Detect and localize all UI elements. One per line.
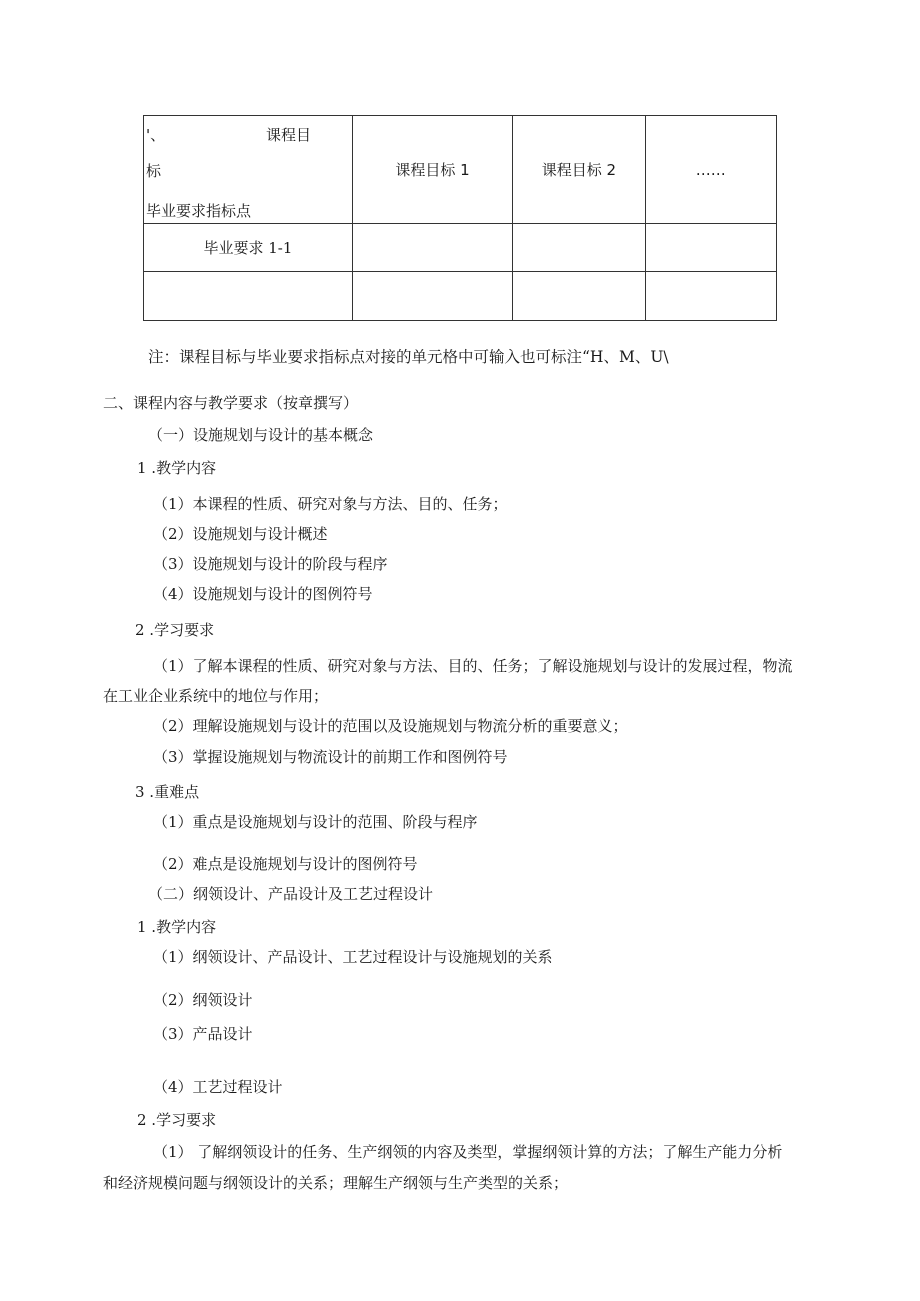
table-cell [645, 224, 776, 272]
table-note: 注：课程目标与毕业要求指标点对接的单元格中可输入也可标注“H、M、U\ [148, 348, 669, 366]
table-row [144, 272, 777, 321]
content-item: （1）本课程的性质、研究对象与方法、目的、任务； [153, 495, 508, 513]
table-cell [645, 272, 776, 321]
corner-goal-label-cont: 标 [146, 162, 162, 180]
corner-goal-label: 课程目 [266, 126, 312, 144]
requirement-item: （2）理解设施规划与设计的范围以及设施规划与物流分析的重要意义； [153, 717, 628, 735]
row-req-label: 毕业要求 1-1 [144, 224, 353, 272]
content-item: （2）设施规划与设计概述 [153, 525, 328, 543]
table-cell [513, 272, 645, 321]
content-item: （1）纲领设计、产品设计、工艺过程设计与设施规划的关系 [153, 948, 553, 966]
table-cell [144, 272, 353, 321]
requirement-item-cont: 和经济规模问题与纲领设计的关系；理解生产纲领与生产类型的关系； [103, 1174, 569, 1192]
requirement-item: （3）掌握设施规划与物流设计的前期工作和图例符号 [153, 748, 508, 766]
corner-mark: '、 [146, 126, 166, 144]
content-item: （4）设施规划与设计的图例符号 [153, 585, 373, 603]
subheading: 1 .教学内容 [137, 459, 217, 477]
header-goal-2: 课程目标 2 [513, 116, 645, 224]
goal-mapping-table [143, 115, 777, 321]
requirement-item: （1）了解本课程的性质、研究对象与方法、目的、任务；了解设施规划与设计的发展过程，物流 [153, 657, 793, 675]
chapter-title: （一）设施规划与设计的基本概念 [148, 426, 374, 444]
table-header-row [144, 116, 777, 224]
content-item: （3）设施规划与设计的阶段与程序 [153, 555, 388, 573]
content-item: （4）工艺过程设计 [153, 1078, 283, 1096]
subheading: 2 .学习要求 [135, 621, 215, 639]
header-goal-1: 课程目标 1 [352, 116, 512, 224]
subheading: 1 .教学内容 [137, 918, 217, 936]
table-cell [513, 224, 645, 272]
subheading: 3 .重难点 [135, 783, 200, 801]
subheading: 2 .学习要求 [137, 1111, 217, 1129]
content-item: （2）纲领设计 [153, 991, 253, 1009]
table-cell [352, 272, 512, 321]
table-corner-cell [144, 116, 353, 224]
content-item: （3）产品设计 [153, 1025, 253, 1043]
section-title: 二、课程内容与教学要求（按章撰写） [103, 394, 359, 412]
requirement-item-cont: 在工业企业系统中的地位与作用； [103, 687, 329, 705]
corner-req-label: 毕业要求指标点 [146, 202, 252, 220]
header-goal-more: …… [645, 116, 776, 224]
table-row [144, 224, 777, 272]
requirement-item: （1） 了解纲领设计的任务、生产纲领的内容及类型，掌握纲领计算的方法；了解生产能力分析 [153, 1143, 783, 1161]
table-cell [352, 224, 512, 272]
key-point: （2）难点是设施规划与设计的图例符号 [153, 855, 418, 873]
key-point: （1）重点是设施规划与设计的范围、阶段与程序 [153, 813, 478, 831]
chapter-title: （二）纲领设计、产品设计及工艺过程设计 [148, 885, 434, 903]
